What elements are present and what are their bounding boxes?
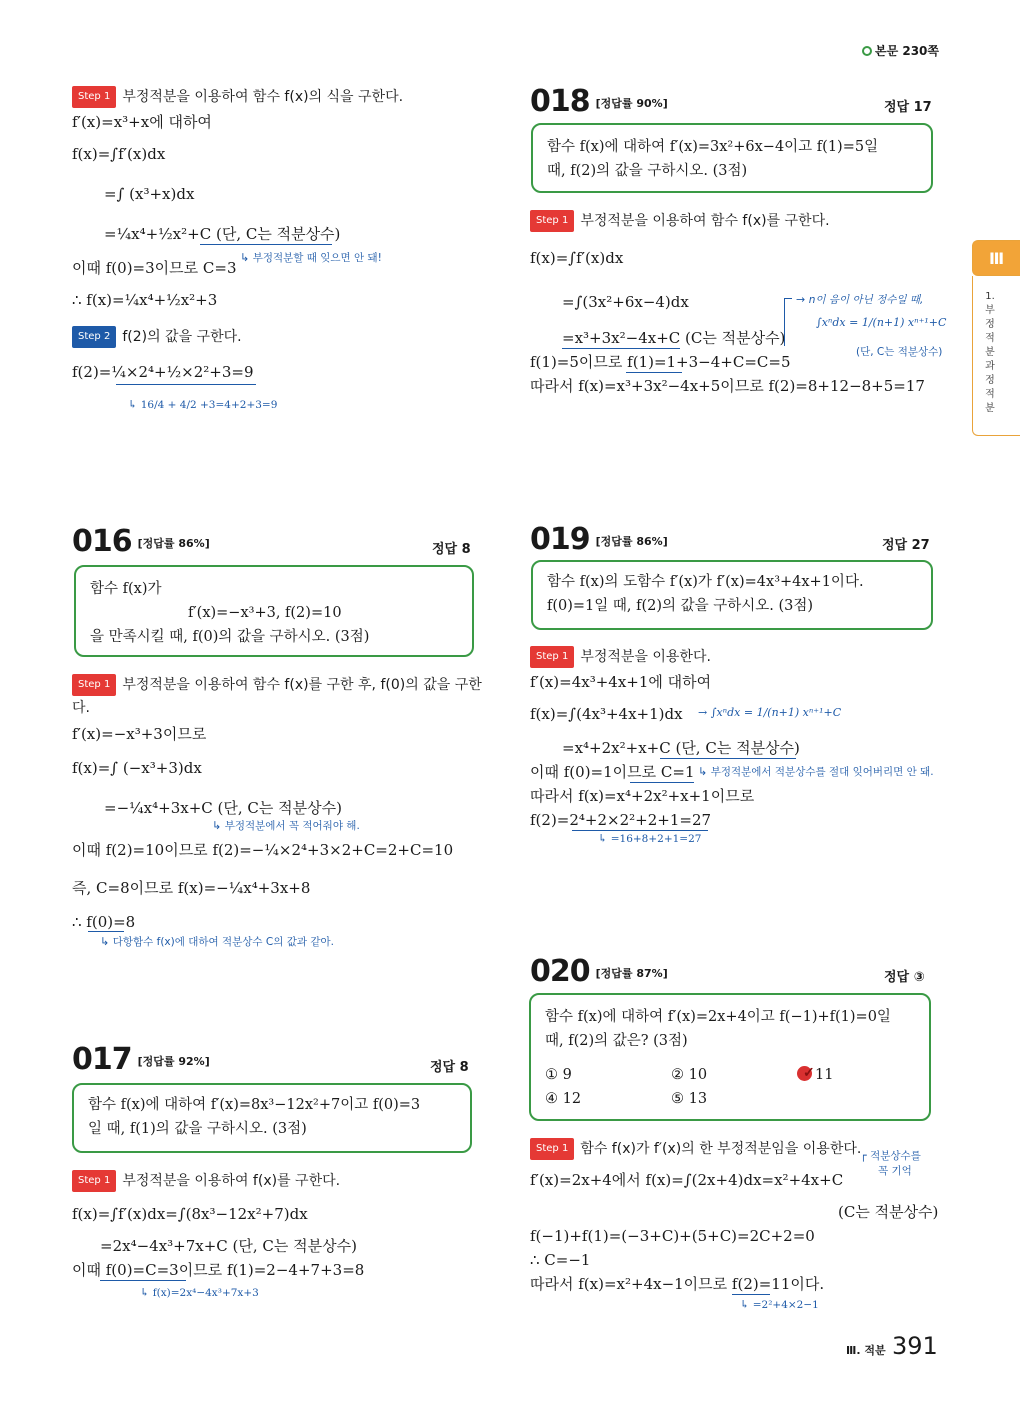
- p019-l2: f(x)=∫(4x³+4x+1)dx: [530, 705, 683, 723]
- p019-q2: f(0)=1일 때, f(2)의 값을 구하시오. (3점): [547, 598, 814, 614]
- p019-l6-underline: [572, 830, 708, 831]
- p017-note1: ↳ f(x)=2x⁴−4x³+7x+3: [140, 1286, 259, 1299]
- p019-l1: f′(x)=4x³+4x+1에 대하여: [530, 673, 712, 691]
- p018-bracket: [784, 298, 792, 346]
- p019-note1: ↳ 부정적분에서 적분상수를 절대 잊어버리면 안 돼.: [698, 765, 934, 778]
- p018-l2: =∫(3x²+6x−4)dx: [562, 293, 689, 311]
- p020-choice-5[interactable]: ⑤ 13: [671, 1091, 708, 1107]
- p020-l1: f′(x)=2x+4에서 f(x)=∫(2x+4)dx=x²+4x+C: [530, 1171, 844, 1189]
- p020-choice-2[interactable]: ② 10: [671, 1067, 708, 1083]
- p015-l5: 이때 f(0)=3이므로 C=3: [72, 259, 237, 277]
- p016-q3: 을 만족시킬 때, f(0)의 값을 구하시오. (3점): [90, 629, 370, 645]
- p016-l3: =−¼x⁴+3x+C (단, C는 적분상수): [104, 799, 342, 817]
- p015-l7: f(2)=¼×2⁴+½×2²+3=9: [72, 363, 254, 381]
- p017-step1: Step 1 부정적분을 이용하여 f(x)를 구한다.: [72, 1170, 340, 1192]
- p016-l4: 이때 f(2)=10이므로 f(2)=−¼×2⁴+3×2+C=2+C=10: [72, 841, 454, 859]
- checkmark-icon: ✓: [797, 1065, 815, 1081]
- p016-step1: Step 1 부정적분을 이용하여 함수 f(x)를 구한 후, f(0)의 값을 구한: [72, 674, 482, 696]
- p019-step1: Step 1 부정적분을 이용한다.: [530, 646, 711, 668]
- p020-note1: ↳ =2²+4×2−1: [740, 1298, 819, 1311]
- step-badge: Step 1: [72, 86, 116, 108]
- p016-l6-underline: [88, 931, 124, 932]
- p018-question-box: [531, 123, 933, 193]
- p016-answer: 정답 8: [432, 542, 471, 557]
- p020-choice-1[interactable]: ① 9: [545, 1067, 572, 1083]
- p019-l6: f(2)=2⁴+2×2²+2+1=27: [530, 811, 712, 829]
- arrow-icon: →: [698, 706, 711, 719]
- p015-step1: Step 1 부정적분을 이용하여 함수 f(x)의 식을 구한다.: [72, 86, 403, 108]
- p016-q2: f′(x)=−x³+3, f(2)=10: [188, 605, 342, 621]
- p017-question-box: [72, 1083, 472, 1153]
- p018-note1: → n이 음이 아닌 정수일 때,: [796, 293, 924, 306]
- p016-l6: ∴ f(0)=8: [72, 913, 136, 931]
- arrow-icon: ↳: [128, 398, 141, 411]
- p016-note1: ↳ 부정적분에서 꼭 적어줘야 해.: [212, 819, 360, 832]
- p015-step2: Step 2 f(2)의 값을 구한다.: [72, 326, 242, 348]
- p017-l2: =2x⁴−4x³+7x+C (단, C는 적분상수): [100, 1237, 357, 1255]
- arrow-icon: ↳: [212, 819, 225, 832]
- p020-choice-4[interactable]: ④ 12: [545, 1091, 582, 1107]
- circle-icon: [862, 46, 872, 56]
- p018-l3-underline: [562, 348, 680, 349]
- p017-answer: 정답 8: [430, 1060, 469, 1075]
- p018-q2: 때, f(2)의 값을 구하시오. (3점): [547, 163, 748, 179]
- p016-number: 016 [정답률 86%]: [72, 524, 210, 559]
- p019-l4: 이때 f(0)=1이므로 C=1: [530, 763, 695, 781]
- p018-l4-underline: [626, 372, 682, 373]
- step-badge: Step 1: [72, 1170, 116, 1192]
- p018-l3: =x³+3x²−4x+C (C는 적분상수): [562, 329, 786, 347]
- arrow-icon: ↳: [140, 1286, 153, 1299]
- p020-q1: 함수 f(x)에 대하여 f′(x)=2x+4이고 f(−1)+f(1)=0일: [545, 1009, 891, 1025]
- p020-l3: f(−1)+f(1)=(−3+C)+(5+C)=2C+2=0: [530, 1227, 815, 1245]
- p015-note2: ↳ 16/4 + 4/2 +3=4+2+3=9: [128, 398, 278, 411]
- arrow-icon: ↳: [698, 765, 711, 778]
- p020-note2: ┌ 적분상수를 꼭 기억: [860, 1149, 921, 1177]
- page-number: 391: [892, 1332, 938, 1360]
- p016-l5: 즉, C=8이므로 f(x)=−¼x⁴+3x+8: [72, 879, 311, 897]
- p015-l2: f(x)=∫f′(x)dx: [72, 145, 166, 163]
- p019-note0: → ∫xⁿdx = 1/(n+1) xⁿ⁺¹+C: [698, 706, 842, 719]
- p020-l2: (C는 적분상수): [838, 1203, 939, 1221]
- p020-l5: 따라서 f(x)=x²+4x−1이므로 f(2)=11이다.: [530, 1275, 825, 1293]
- p017-q2: 일 때, f(1)의 값을 구하시오. (3점): [88, 1121, 307, 1137]
- chapter-tab[interactable]: Ⅲ: [972, 240, 1020, 276]
- p016-note2: ↳ 다항함수 f(x)에 대하여 적분상수 C의 값과 같아.: [100, 935, 334, 948]
- p020-l5-underline: [732, 1294, 770, 1295]
- p018-l1: f(x)=∫f′(x)dx: [530, 249, 624, 267]
- p018-answer: 정답 17: [884, 100, 932, 115]
- p015-l6: ∴ f(x)=¼x⁴+½x²+3: [72, 291, 218, 309]
- p018-note2: ∫xⁿdx = 1/(n+1) xⁿ⁺¹+C: [816, 316, 947, 329]
- p019-l5: 따라서 f(x)=x⁴+2x²+x+1이므로: [530, 787, 755, 805]
- arrow-icon: ↳: [598, 832, 611, 845]
- p020-choice-3[interactable]: ✓ 11: [797, 1065, 833, 1085]
- step-badge: Step 1: [72, 674, 116, 696]
- p015-l7-underline: [116, 384, 256, 385]
- p016-step1b: 다.: [72, 700, 90, 716]
- p019-number: 019 [정답률 86%]: [530, 522, 668, 557]
- chapter-label: 1. 부정적분과 정적분: [985, 291, 995, 414]
- arrow-icon: ↳: [740, 1298, 753, 1311]
- p015-l3: =∫ (x³+x)dx: [104, 185, 195, 203]
- p019-l3: =x⁴+2x²+x+C (단, C는 적분상수): [562, 739, 800, 757]
- footer-section: Ⅲ. 적분: [846, 1344, 886, 1357]
- p016-l1: f′(x)=−x³+3이므로: [72, 725, 207, 743]
- p020-number: 020 [정답률 87%]: [530, 954, 668, 989]
- p018-note3: (단, C는 적분상수): [856, 346, 943, 358]
- arrow-icon: ┌: [860, 1149, 871, 1162]
- p015-l4: =¼x⁴+½x²+C (단, C는 적분상수): [104, 225, 341, 243]
- p016-l2: f(x)=∫ (−x³+3)dx: [72, 759, 202, 777]
- p018-number: 018 [정답률 90%]: [530, 84, 668, 119]
- p019-note2: ↳ =16+8+2+1=27: [598, 832, 702, 845]
- step-badge: Step 1: [530, 1138, 574, 1160]
- p019-question-box: [531, 560, 933, 630]
- p015-l4-underline: [200, 244, 332, 245]
- page-ref: 본문 230쪽: [862, 42, 939, 59]
- arrow-icon: ↳: [100, 935, 113, 948]
- p017-l1: f(x)=∫f′(x)dx=∫(8x³−12x²+7)dx: [72, 1205, 308, 1223]
- p020-step1: Step 1 함수 f(x)가 f′(x)의 한 부정적분임을 이용한다.: [530, 1138, 861, 1160]
- p019-l3-underline: [660, 758, 796, 759]
- p018-q1: 함수 f(x)에 대하여 f′(x)=3x²+6x−4이고 f(1)=5일: [547, 139, 879, 155]
- step-badge: Step 1: [530, 646, 574, 668]
- p018-step1: Step 1 부정적분을 이용하여 함수 f(x)를 구한다.: [530, 210, 830, 232]
- p017-l3: 이때 f(0)=C=3이므로 f(1)=2−4+7+3=8: [72, 1261, 365, 1279]
- p020-q2: 때, f(2)의 값은? (3점): [545, 1033, 688, 1049]
- p018-l4: f(1)=5이므로 f(1)=1+3−4+C=C=5: [530, 353, 791, 371]
- p020-l4: ∴ C=−1: [530, 1251, 591, 1269]
- p020-answer: 정답 ③: [884, 970, 925, 985]
- p015-l1: f′(x)=x³+x에 대하여: [72, 113, 212, 131]
- step-badge: Step 2: [72, 326, 116, 348]
- p018-l5: 따라서 f(x)=x³+3x²−4x+5이므로 f(2)=8+12−8+5=17: [530, 377, 925, 395]
- p017-q1: 함수 f(x)에 대하여 f′(x)=8x³−12x²+7이고 f(0)=3: [88, 1097, 421, 1113]
- p015-note1: ↳ 부정적분할 때 잊으면 안 돼!: [240, 251, 382, 264]
- arrow-icon: ↳: [240, 251, 253, 264]
- p019-l4-underline: [630, 782, 694, 783]
- p019-q1: 함수 f(x)의 도함수 f′(x)가 f′(x)=4x³+4x+1이다.: [547, 574, 864, 590]
- p017-number: 017 [정답률 92%]: [72, 1042, 210, 1077]
- p016-question-box: [74, 565, 474, 657]
- p020-question-box: [529, 993, 931, 1121]
- p017-l3-underline: [100, 1280, 186, 1281]
- p016-q1: 함수 f(x)가: [90, 581, 162, 597]
- p019-answer: 정답 27: [882, 538, 930, 553]
- arrow-icon: →: [796, 293, 809, 306]
- step-badge: Step 1: [530, 210, 574, 232]
